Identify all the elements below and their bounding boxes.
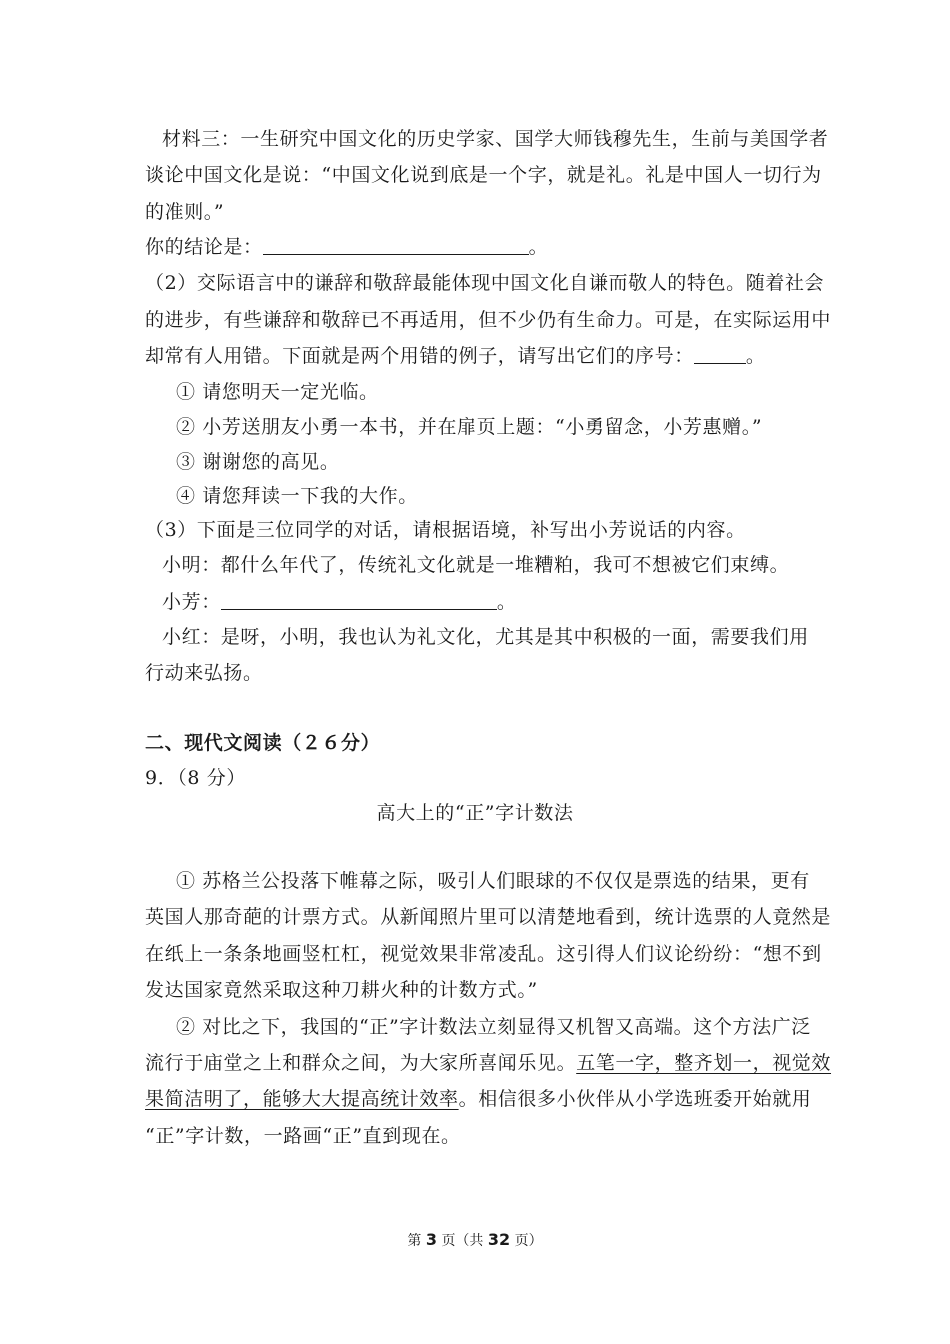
option-2: ② 小芳送朋友小勇一本书，并在扉页上题：“小勇留念，小芳惠赠。” [176,416,763,438]
paragraph-2-line-2-plain: 流行于庙堂之上和群众之间，为大家所喜闻乐见。 [145,1052,577,1074]
question-2-answer-blank[interactable] [694,345,746,364]
conclusion-period: 。 [528,236,549,258]
conclusion-row [145,235,548,259]
passage-title: 高大上的“正”字计数法 [376,802,574,824]
xiaofang-answer-blank[interactable] [221,591,497,610]
footer-page-number: 3 [425,1230,437,1249]
dialogue-xiaofang [162,590,516,614]
question-9-label: 9．（8 分） [145,767,246,789]
paragraph-2-line-3 [145,1087,811,1111]
question-2-line-2: 的进步，有些谦辞和敬辞已不再适用，但不少仍有生命力。可是，在实际运用中 [145,309,832,331]
footer-suffix: 页） [514,1233,543,1249]
footer-middle: 页（共 [441,1233,484,1249]
underlined-sentence-part-1: 五笔一字，整齐划一，视觉效 [576,1052,832,1074]
dialogue-xiaoming: 小明：都什么年代了，传统礼文化就是一堆糟粕，我可不想被它们束缚。 [162,554,790,576]
paragraph-1-line-3: 在纸上一条条地画竖杠杠，视觉效果非常凌乱。这引得人们议论纷纷：“想不到 [145,943,822,965]
underlined-sentence-part-2: 果简洁明了，能够大大提高统计效率 [145,1088,459,1110]
material3-line-1: 材料三：一生研究中国文化的历史学家、国学大师钱穆先生，生前与美国学者 [162,128,829,150]
material3-line-2: 谈论中国文化是说：“中国文化说到底是一个字，就是礼。礼是中国人一切行为 [145,164,822,186]
section-heading: 二、现代文阅读（２６分） [145,732,381,754]
footer-prefix: 第 [407,1233,422,1249]
question-2-period: 。 [745,345,766,367]
question-2-line-3 [145,344,765,368]
material3-line-3: 的准则。” [145,201,225,223]
paragraph-1-line-4: 发达国家竟然采取这种刀耕火种的计数方式。” [145,979,538,1001]
option-3: ③ 谢谢您的高见。 [176,451,340,473]
question-2-line-3-text: 却常有人用错。下面就是两个用错的例子，请写出它们的序号： [145,345,694,367]
xiaofang-period: 。 [496,591,517,613]
paragraph-2-line-4: “正”字计数，一路画“正”直到现在。 [145,1125,461,1147]
option-4: ④ 请您拜读一下我的大作。 [176,485,418,507]
option-1: ① 请您明天一定光临。 [176,381,379,403]
xiaofang-label: 小芳： [162,591,221,613]
conclusion-label: 你的结论是： [145,236,263,258]
paragraph-2-line-3-plain: 。相信很多小伙伴从小学选班委开始就用 [458,1088,812,1110]
paragraph-1-line-2: 英国人那奇葩的计票方式。从新闻照片里可以清楚地看到，统计选票的人竟然是 [145,906,832,928]
dialogue-xiaohong-line-2: 行动来弘扬。 [145,662,263,684]
footer-total-pages: 32 [487,1230,511,1249]
question-3-intro: （3）下面是三位同学的对话，请根据语境，补写出小芳说话的内容。 [145,519,746,541]
paragraph-2-line-2 [145,1051,831,1075]
question-2-line-1: （2）交际语言中的谦辞和敬辞最能体现中国文化自谦而敬人的特色。随着社会 [145,272,825,294]
page-footer [0,1230,950,1251]
paragraph-2-line-1: ② 对比之下，我国的“正”字计数法立刻显得又机智又高端。这个方法广泛 [176,1016,811,1038]
paragraph-1-line-1: ① 苏格兰公投落下帷幕之际，吸引人们眼球的不仅仅是票选的结果，更有 [176,870,810,892]
dialogue-xiaohong-line-1: 小红：是呀，小明，我也认为礼文化，尤其是其中积极的一面，需要我们用 [162,626,809,648]
conclusion-answer-blank[interactable] [263,236,529,255]
